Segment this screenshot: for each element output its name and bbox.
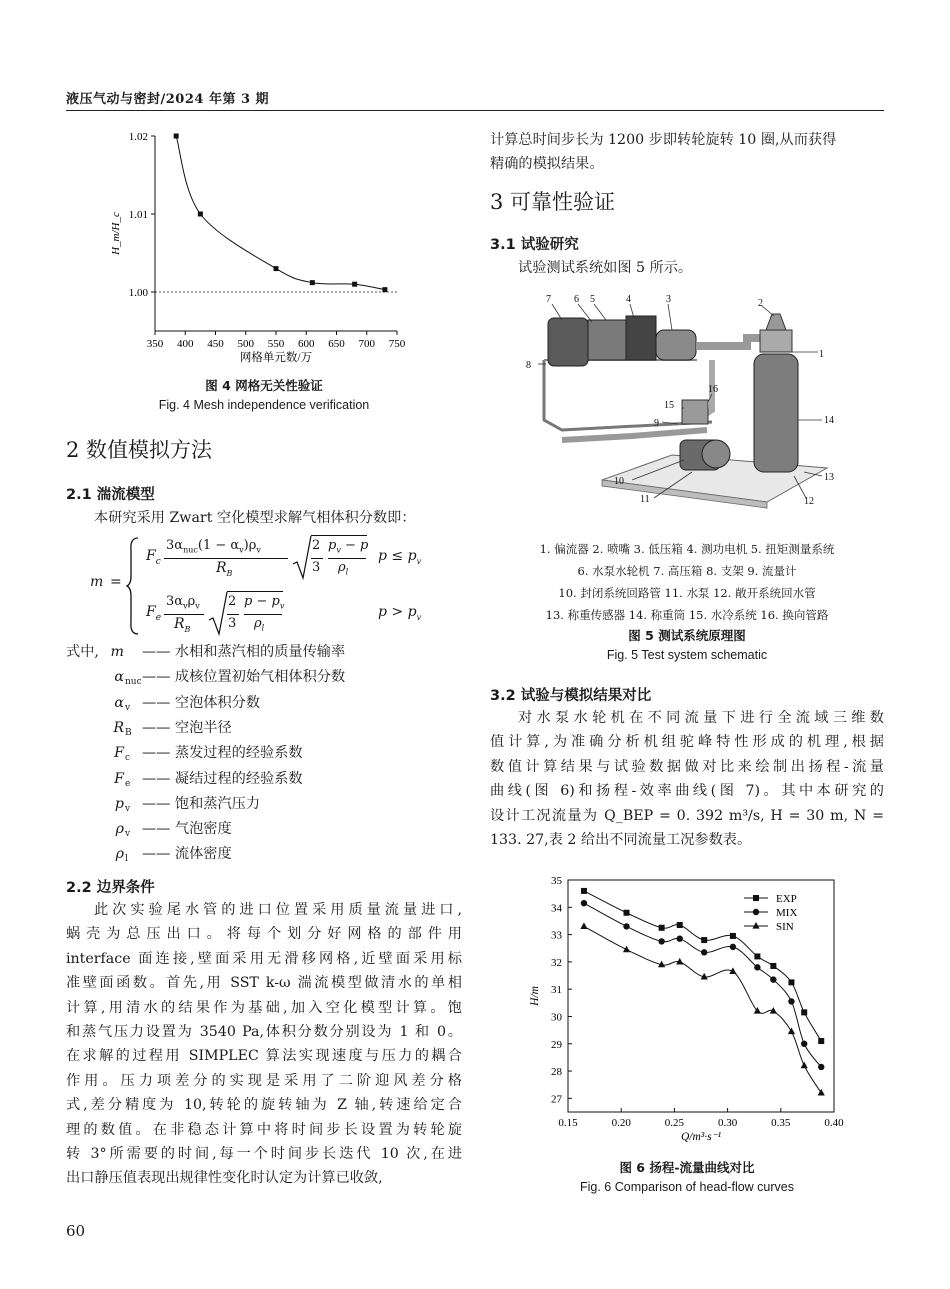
symbol-subscript: B [125, 727, 132, 738]
fig6-series-exp-point [677, 922, 683, 928]
fig6-x-tick-label: 0.40 [824, 1117, 844, 1129]
symbol-row [66, 691, 462, 715]
fig4-caption-en: Fig. 4 Mesh independence verification [158, 398, 370, 412]
eq-pvp1: p [360, 538, 369, 553]
text-line: interface 面连接,壁面采用无滑移网格,近壁面采用标 [66, 950, 462, 967]
fig5-callout-10: 10 [614, 476, 624, 487]
eq-den2: R [174, 616, 185, 632]
fig5-legend [490, 538, 884, 626]
fig4-caption-cn: 图 4 网格无关性验证 [205, 378, 323, 393]
fig5-callout-11: 11 [640, 494, 650, 505]
section-2-1-title: 2.1 湍流模型 [66, 487, 155, 503]
symbol-subscript: v [125, 803, 131, 814]
symbol-name: R [113, 719, 124, 736]
symbol-row [66, 767, 462, 791]
section-3-1-title: 3.1 试验研究 [490, 237, 579, 253]
fig6-y-tick-label: 35 [551, 875, 562, 887]
fig5-callout-7: 7 [546, 294, 551, 305]
fig5-pipe-top [696, 338, 767, 346]
symbol-name: α [114, 694, 124, 711]
symbol-name: α [114, 669, 124, 686]
fig5-high-pressure-tank [548, 318, 588, 366]
eq-brace [126, 536, 140, 636]
fig4-chart [100, 128, 420, 368]
eq-sqrt1 [292, 534, 312, 580]
eq-three2: 3 [228, 616, 237, 631]
text-line: 和蒸气压力设置为 3540 Pa,体积分数分别设为 1 和 0。 [66, 1024, 462, 1041]
text-line: 对水泵水轮机在不同流量下进行全流域三维数 [518, 710, 884, 726]
fig6-series-exp-point [754, 953, 760, 959]
symbol-name: F [114, 745, 124, 762]
symbol-subscript: nuc [125, 677, 142, 688]
right-cont-text [490, 128, 884, 177]
section-2-2-title: 2.2 边界条件 [66, 880, 155, 896]
eq-sqrt2 [208, 590, 228, 636]
fig6-series-exp-point [659, 925, 665, 931]
fig5-callout-14: 14 [824, 415, 834, 426]
fig4-x-tick-label: 750 [388, 338, 406, 350]
symbol-subscript: c [125, 753, 131, 764]
fig6-series-mix-point [677, 935, 683, 941]
fig6-series-exp-point [624, 910, 630, 916]
section-3-title: 3 可靠性验证 [490, 190, 616, 214]
fig5-legend-line-4: 13. 称重传感器 14. 称重筒 15. 水冷系统 16. 换向管路 [545, 608, 829, 622]
section-3-2-title: 3.2 试验与模拟结果对比 [490, 688, 652, 704]
text-line: 此次实验尾水管的进口位置采用质量流量进口, [94, 902, 462, 918]
text-line: 值计算,为准确分析机组驼峰特性形成的机理,根据 [490, 734, 884, 751]
eq-lhs: m [90, 574, 104, 590]
fig5-legend-line-1: 1. 偏流器 2. 喷嘴 3. 低压箱 4. 测功电机 5. 扭矩测量系统 [539, 542, 835, 556]
fig5-callout-15: 15 [664, 400, 674, 411]
symbols-lead: 式中, [66, 644, 99, 660]
eq-two2: 2 [228, 594, 237, 609]
symbol-description: —— 流体密度 [142, 846, 232, 863]
fig4-data-point [310, 280, 315, 285]
fig4-data-point [382, 287, 387, 292]
fig5-callout-16: 16 [708, 384, 718, 395]
fig5-callout-3: 3 [666, 294, 671, 305]
text-line: 曲线(图 6)和扬程-效率曲线(图 7)。其中本研究的 [490, 783, 884, 800]
symbol-description: —— 成核位置初始气相体积分数 [142, 669, 346, 686]
section-3-1-text: 试验测试系统如图 5 所示。 [518, 260, 693, 276]
fig5-callout-1: 1 [819, 349, 824, 360]
fig6-legend-marker [753, 895, 759, 901]
fig6-series-exp-point [788, 979, 794, 985]
eq-equals: = [110, 574, 122, 590]
fig6-series-mix-point [658, 938, 664, 944]
eq-num2: $3\alpha_v\rho_v$ [166, 594, 200, 611]
fig6-y-tick-label: 32 [551, 956, 562, 969]
symbol-description: —— 蒸发过程的经验系数 [142, 745, 303, 762]
fig6-series-mix-point [801, 1041, 807, 1047]
fig4-x-tick-label: 600 [298, 338, 315, 350]
page-number: 60 [66, 1222, 86, 1240]
fig5-water-cooling [682, 400, 708, 424]
fig6-series-exp-point [770, 963, 776, 969]
symbol-subscript: v [125, 702, 131, 713]
fig6-series-mix-point [788, 998, 794, 1004]
text-line: 作用。压力项差分的实现是采用了二阶迎风差分格 [66, 1072, 462, 1089]
fig4-y-tick-label: 1.02 [128, 131, 148, 143]
fig4-data-point [198, 212, 203, 217]
fig6-series-exp-point [801, 1009, 807, 1015]
cont-line-1: 计算总时间步长为 1200 步即转轮旋转 10 圈,从而获得 [490, 132, 837, 148]
eq-pvp2: p [244, 594, 253, 609]
symbol-row [66, 792, 462, 816]
fig6-series-exp-point [818, 1038, 824, 1044]
fig5-turbine [588, 320, 626, 360]
symbol-name: m [110, 644, 124, 660]
text-line: 出口静压值表现出规律性变化时认定为计算已收敛, [66, 1170, 383, 1187]
fig4-x-tick-label: 550 [267, 338, 285, 350]
eq-cond2: p > p [378, 604, 417, 620]
fig5-callout-13: 13 [824, 472, 834, 483]
fig6-caption-en: Fig. 6 Comparison of head-flow curves [580, 1180, 794, 1194]
fig6-legend-label: MIX [776, 907, 798, 919]
fig6-series-exp-point [730, 933, 736, 939]
symbol-description: —— 凝结过程的经验系数 [142, 770, 303, 787]
fig5-callout-9: 9 [654, 418, 659, 429]
eq-two1: 2 [312, 538, 321, 553]
fig6-x-tick-label: 0.20 [611, 1117, 631, 1129]
fig5-legend-line-3: 10. 封闭系统回路管 11. 水泵 12. 敞开系统回水管 [558, 586, 816, 600]
fig5-legend-line-2: 6. 水泵水轮机 7. 高压箱 8. 支架 9. 流量计 [577, 564, 797, 578]
text-line: 蜗壳为总压出口。将每个划分好网格的部件用 [66, 926, 462, 943]
symbol-description: —— 气泡密度 [142, 821, 232, 838]
fig5-callout-2: 2 [758, 298, 763, 309]
fig6-x-tick-label: 0.25 [664, 1117, 685, 1129]
fig6-y-tick-label: 34 [551, 902, 562, 915]
fig6-legend-marker [753, 909, 759, 915]
eq-f1: F [146, 548, 156, 564]
fig5-caption-en: Fig. 5 Test system schematic [606, 648, 768, 662]
fig6-series-mix-point [818, 1064, 824, 1070]
fig6-caption-cn: 图 6 扬程-流量曲线对比 [619, 1160, 755, 1175]
fig6-y-tick-label: 29 [551, 1038, 562, 1051]
fig6-series-exp-point [701, 937, 707, 943]
symbol-description: —— 空泡体积分数 [142, 694, 261, 711]
text-line: 数值计算结果与试验数据做对比来绘制出扬程-流量 [490, 758, 884, 775]
section-3-2-body [490, 706, 884, 852]
symbol-row [66, 817, 462, 841]
fig6-x-tick-label: 0.30 [717, 1117, 738, 1129]
fig6-x-tick-label: 0.35 [771, 1117, 791, 1129]
fig6-y-tick-label: 27 [551, 1093, 562, 1106]
fig4-data-point [352, 282, 357, 287]
fig6-series-mix-point [754, 964, 760, 970]
fig6-series-sin-point [623, 946, 630, 953]
fig5-diverter [760, 330, 792, 352]
text-line: 在求解的过程用 SIMPLEC 算法实现速度与压力的耦合 [66, 1048, 462, 1065]
symbol-name: p [114, 795, 124, 812]
fig4-x-tick-label: 700 [358, 338, 375, 350]
fig5-motor [626, 316, 656, 360]
section-2-2-body [66, 898, 462, 1191]
fig6-legend-label: SIN [776, 921, 794, 933]
fig5-callout-8: 8 [526, 360, 531, 371]
symbol-description: —— 水相和蒸汽相的质量传输率 [142, 644, 346, 660]
fig4-data-point [174, 134, 179, 139]
fig5-callout-6: 6 [574, 294, 579, 305]
fig6-series-mix-point [730, 944, 736, 950]
fig6-x-label: Q/m³·s⁻¹ [680, 1131, 722, 1143]
fig6-series-sin-point [580, 922, 587, 929]
text-line: 计算,用清水的结果作为基础,加入空化模型计算。饱 [66, 999, 462, 1016]
fig6-y-tick-label: 30 [551, 1011, 562, 1024]
text-line: 转 3°所需要的时间,每一个时间步长迭代 10 次,在进 [66, 1146, 462, 1163]
fig5-caption-cn: 图 5 测试系统原理图 [628, 628, 746, 643]
fig5-callout-4: 4 [626, 294, 631, 305]
fig4-y-tick-label: 1.00 [128, 287, 148, 299]
fig4-x-tick-label: 350 [146, 338, 164, 350]
eq-den1: R [216, 560, 227, 576]
fig4-y-tick-label: 1.01 [128, 209, 148, 221]
section-2-1-intro: 本研究采用 Zwart 空化模型求解气相体积分数即： [94, 510, 416, 526]
text-line: 准壁面函数。首先,用 SST k-ω 湍流模型做清水的单相 [66, 975, 462, 992]
fig4-x-tick-label: 400 [177, 338, 194, 350]
eq-fracbar1 [164, 558, 288, 559]
fig6-legend-marker [752, 922, 759, 929]
symbol-name: ρ [115, 846, 124, 863]
fig6-series-exp-point [581, 888, 587, 894]
fig6-series-sin-point [801, 1062, 808, 1069]
fig6-y-tick-label: 28 [551, 1066, 562, 1079]
symbol-row [66, 640, 462, 664]
cont-line-2: 精确的模拟结果。 [490, 156, 604, 173]
symbols-list [66, 640, 462, 872]
eq-num1: $3\alpha_{nuc}(1 - \alpha_v)\rho_v$ [166, 538, 261, 555]
fig5-pipe-bottom [562, 430, 707, 440]
fig5-low-pressure-tank [656, 330, 696, 360]
fig6-series-mix-point [701, 949, 707, 955]
symbol-row [66, 741, 462, 765]
fig6-series-sin-point [788, 1027, 795, 1034]
symbol-subscript: l [125, 854, 128, 865]
text-line: 设计工况流量为 Q_BEP = 0. 392 m³/s, H = 30 m, N = [490, 807, 884, 824]
symbol-subscript: v [125, 829, 131, 840]
fig5-schematic [522, 290, 852, 530]
symbol-description: —— 空泡半径 [142, 719, 232, 736]
symbol-row [66, 665, 462, 689]
fig6-series-mix-point [581, 900, 587, 906]
fig6-y-label: H/m [529, 986, 541, 1006]
fig5-callout-5: 5 [590, 294, 595, 305]
fig6-y-tick-label: 33 [551, 929, 562, 942]
symbol-row [66, 716, 462, 740]
fig6-series-mix-point [770, 976, 776, 982]
eq-cond1: p ≤ p [378, 548, 417, 564]
text-line: 式,差分精度为 10,转轮的旋转轴为 Z 轴,转速给定合 [66, 1097, 462, 1114]
fig4-curve [176, 136, 385, 290]
fig4-x-tick-label: 450 [207, 338, 224, 350]
eq-f2: F [146, 604, 156, 620]
fig6-chart [520, 868, 860, 1150]
text-line: 133. 27,表 2 给出不同流量工况参数表。 [490, 832, 752, 849]
fig6-series-mix-point [623, 923, 629, 929]
fig4-x-tick-label: 500 [237, 338, 254, 350]
symbol-subscript: e [125, 778, 131, 789]
symbol-row [66, 842, 462, 866]
fig5-callout-12: 12 [804, 496, 814, 507]
symbol-description: —— 饱和蒸汽压力 [142, 795, 261, 812]
eq-three1: 3 [312, 560, 321, 575]
fig6-y-tick-label: 31 [551, 984, 562, 997]
section-2-title: 2 数值模拟方法 [66, 438, 213, 462]
fig4-y-label: H_m/H_c [110, 212, 122, 255]
fig6-x-tick-label: 0.15 [558, 1117, 578, 1129]
symbol-name: ρ [115, 821, 124, 838]
fig4-x-tick-label: 650 [328, 338, 345, 350]
header-rule [66, 110, 884, 111]
text-line: 理的数值。在非稳态计算中将时间步长设置为转轮旋 [66, 1121, 462, 1138]
eq-rho2: ρ [254, 616, 262, 631]
fig4-data-point [274, 266, 279, 271]
fig6-legend-label: EXP [776, 893, 797, 905]
fig5-weighing-cylinder [754, 354, 798, 472]
fig4-x-label: 网格单元数/万 [239, 352, 313, 364]
journal-header: 液压气动与密封/2024 年第 3 期 [66, 92, 270, 107]
symbol-name: F [114, 770, 124, 787]
eq-rho1: ρ [338, 560, 346, 575]
zwart-equation: m = $F_c$ $3\alpha_{nuc}(1 - \alpha_v)\rho_v$ $R_B$ 2 3 $p_v - p$ $\rho_l$ $p \le p_v$ $F_e$ $3\alpha_v\rho_v$ $R_B$ 2 3 $p - p_v$ $\rho_l$ $p > p_v$ [66, 532, 462, 644]
